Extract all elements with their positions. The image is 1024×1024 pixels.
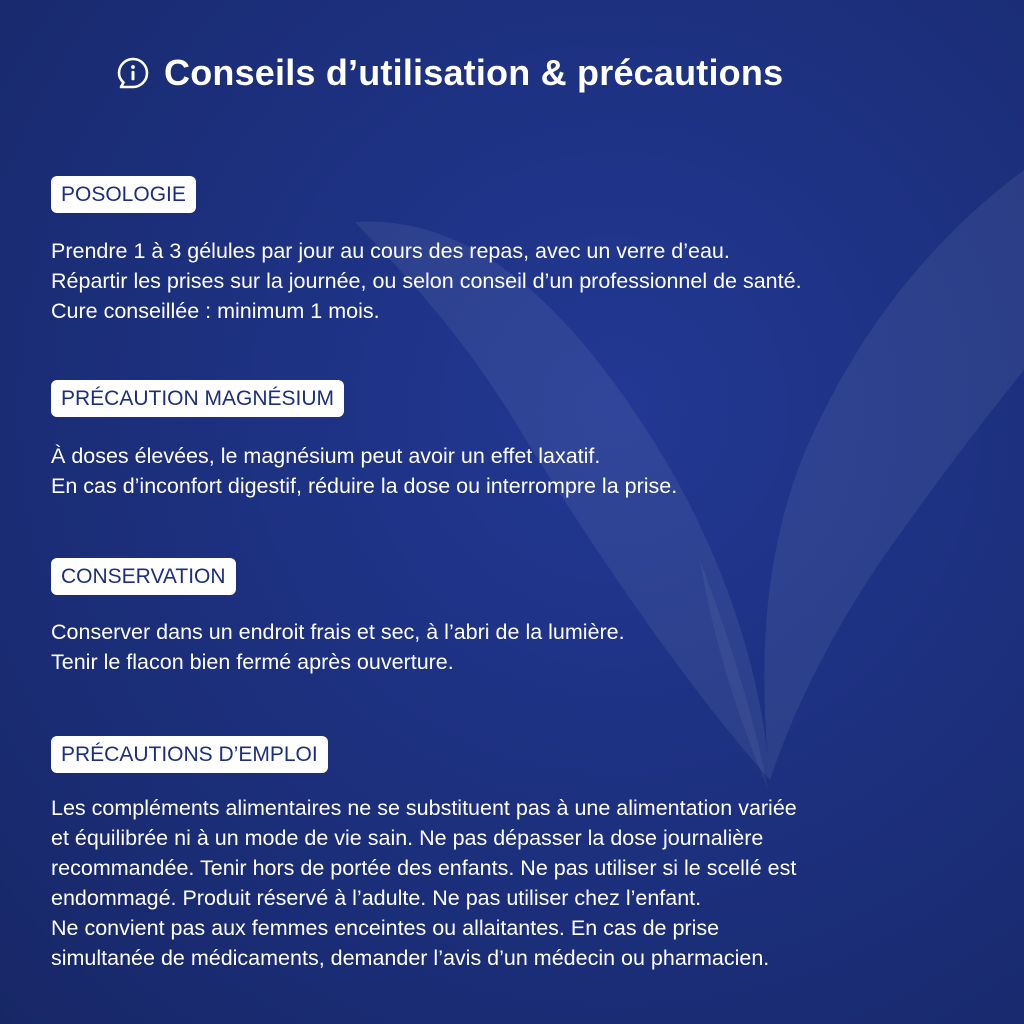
- text-line: recommandée. Tenir hors de portée des enfants. Ne pas utiliser si le scellé est: [51, 856, 797, 880]
- text-line: Prendre 1 à 3 gélules par jour au cours des repas, avec un verre d’eau.: [51, 239, 730, 263]
- section-text-precaution-magnesium: [51, 441, 981, 501]
- text-line: endommagé. Produit réservé à l’adulte. Ne pas utiliser chez l’enfant.: [51, 886, 702, 910]
- text-line: et équilibrée ni à un mode de vie sain. Ne pas dépasser la dose journalière: [51, 826, 764, 850]
- text-line: Ne convient pas aux femmes enceintes ou allaitantes. En cas de prise: [51, 916, 720, 940]
- page-title: Conseils d’utilisation & précautions: [164, 52, 784, 93]
- text-line: À doses élevées, le magnésium peut avoir un effet laxatif.: [51, 444, 601, 468]
- info-chat-icon: [116, 56, 150, 90]
- text-line: Répartir les prises sur la journée, ou selon conseil d’un professionnel de santé.: [51, 269, 802, 293]
- section-label-posologie: POSOLOGIE: [51, 176, 196, 213]
- section-label-conservation: CONSERVATION: [51, 558, 236, 595]
- section-label-precautions-emploi: PRÉCAUTIONS D’EMPLOI: [51, 736, 328, 773]
- section-text-conservation: [51, 617, 981, 677]
- text-line: Cure conseillée : minimum 1 mois.: [51, 299, 380, 323]
- header: [116, 52, 783, 94]
- text-line: Tenir le flacon bien fermé après ouverture.: [51, 650, 454, 674]
- section-text-precautions-emploi: [51, 793, 981, 973]
- text-line: simultanée de médicaments, demander l’avis d’un médecin ou pharmacien.: [51, 946, 770, 970]
- text-line: Les compléments alimentaires ne se substituent pas à une alimentation variée: [51, 796, 797, 820]
- section-text-posologie: [51, 236, 981, 326]
- text-line: Conserver dans un endroit frais et sec, à l’abri de la lumière.: [51, 620, 625, 644]
- text-line: En cas d’inconfort digestif, réduire la dose ou interrompre la prise.: [51, 474, 678, 498]
- section-label-precaution-magnesium: PRÉCAUTION MAGNÉSIUM: [51, 380, 344, 417]
